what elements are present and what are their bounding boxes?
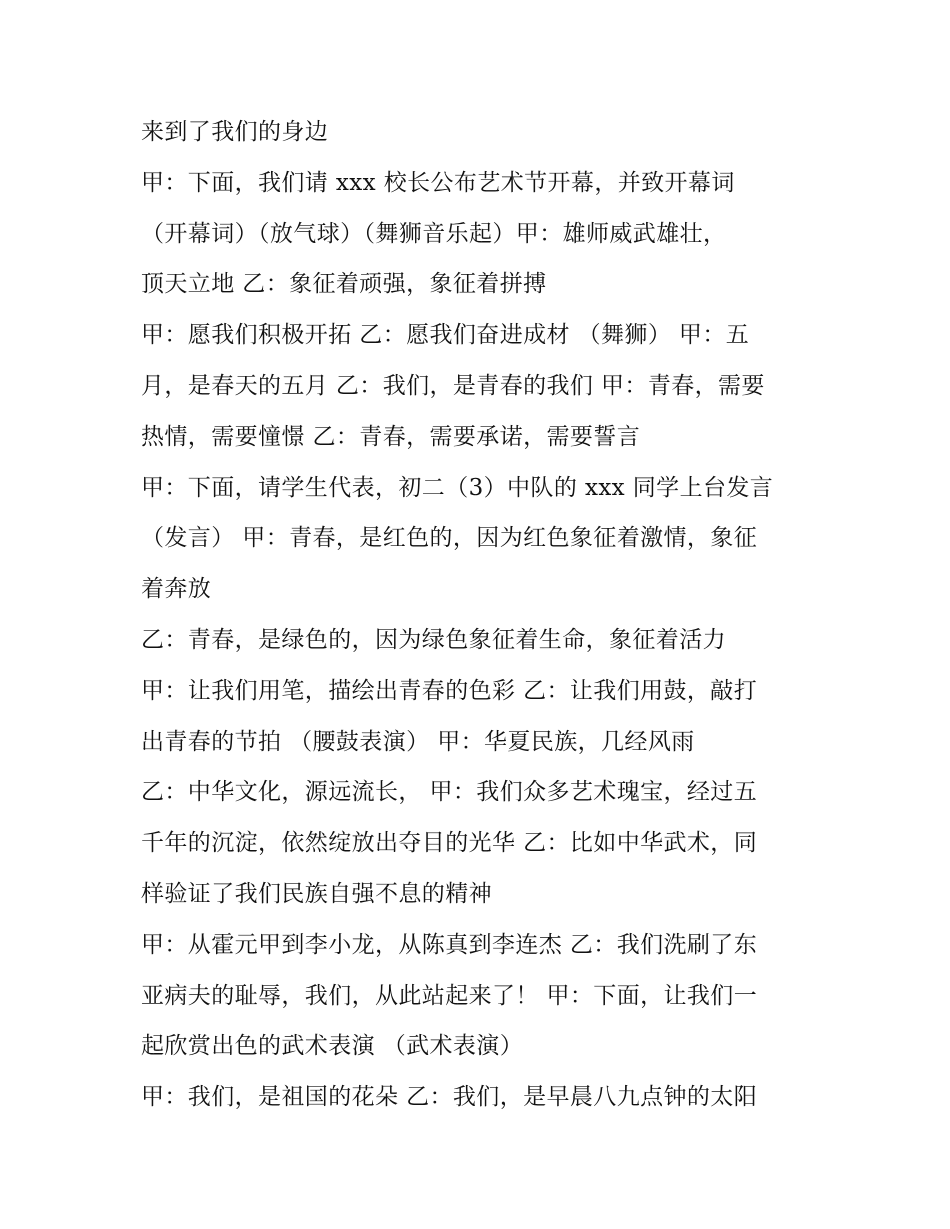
text-line: 乙：青春，是绿色的，因为绿色象征着生命，象征着活力 [141, 626, 726, 653]
text-line: （发言） 甲：青春，是红色的，因为红色象征着激情，象征 [141, 525, 758, 552]
text-line: （开幕词）（放气球）（舞狮音乐起）甲：雄师威武雄壮， [141, 220, 727, 247]
text-line: 亚病夫的耻辱，我们，从此站起来了！ 甲：下面，让我们一 [141, 982, 758, 1009]
text-line: 甲：让我们用笔，描绘出青春的色彩 乙：让我们用鼓，敲打 [141, 677, 758, 704]
text-line: 着奔放 [141, 576, 212, 603]
text-line: 甲：从霍元甲到李小龙，从陈真到李连杰 乙：我们洗刷了东 [141, 931, 758, 958]
text-line: 千年的沉淀，依然绽放出夺目的光华 乙：比如中华武术，同 [141, 830, 758, 857]
text-line: 出青春的节拍 （腰鼓表演） 甲：华夏民族，几经风雨 [141, 728, 695, 755]
text-line: 起欣赏出色的武术表演 （武术表演） [141, 1033, 524, 1060]
text-line: 甲：愿我们积极开拓 乙：愿我们奋进成材 （舞狮） 甲：五 [141, 322, 750, 349]
text-line: 来到了我们的身边 [141, 119, 329, 145]
document-body [141, 107, 811, 1123]
text-line: 甲：下面，请学生代表，初二（3）中队的 xxx 同学上台发言 [141, 474, 774, 501]
text-line: 样验证了我们民族自强不息的精神 [141, 880, 492, 907]
text-line: 顶天立地 乙：象征着顽强，象征着拼搏 [141, 271, 547, 298]
text-line: 月，是春天的五月 乙：我们，是青春的我们 甲：青春，需要 [141, 372, 765, 399]
text-line: 热情，需要憧憬 乙：青春，需要承诺，需要誓言 [141, 423, 641, 450]
text-line: 甲：下面，我们请 xxx 校长公布艺术节开幕，并致开幕词 [141, 169, 735, 196]
text-line: 甲：我们，是祖国的花朵 乙：我们，是早晨八九点钟的太阳 [141, 1084, 758, 1111]
text-line: 乙：中华文化，源远流长， 甲：我们众多艺术瑰宝，经过五 [141, 779, 758, 806]
